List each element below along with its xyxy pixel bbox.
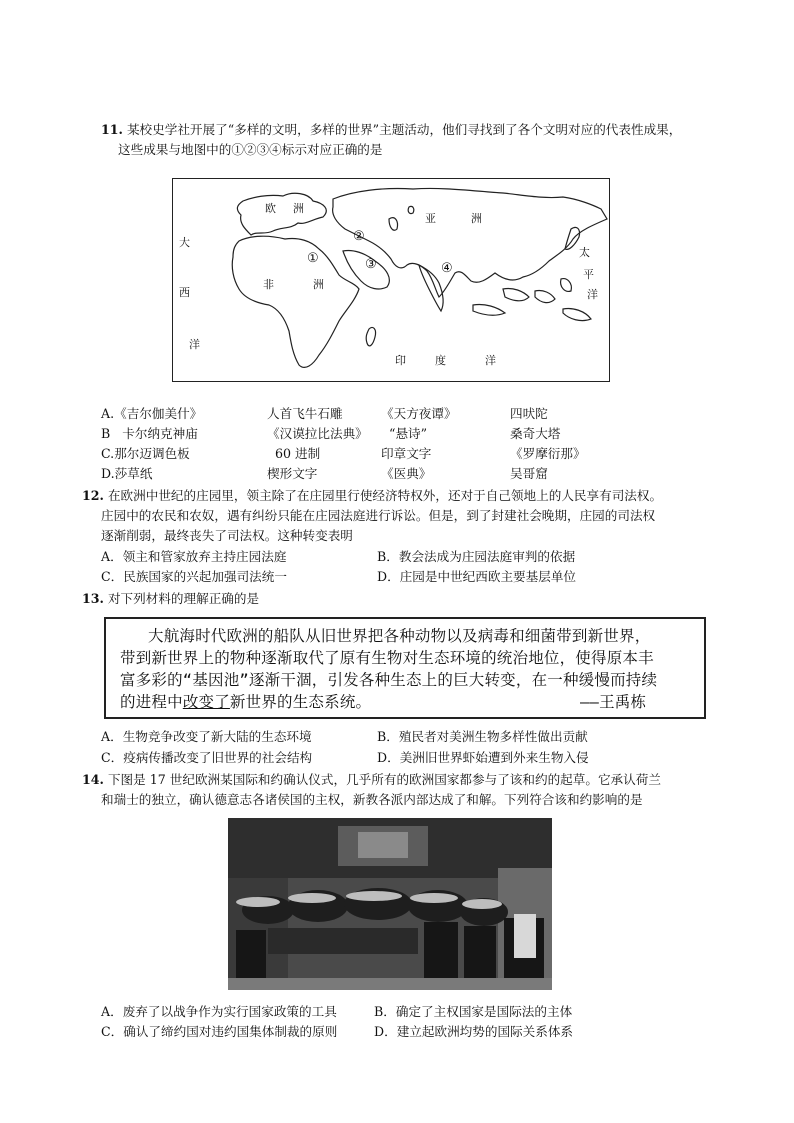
map-label-asia-1: 亚 bbox=[425, 212, 436, 225]
q13-stem: 对下列材料的理解正确的是 bbox=[107, 591, 260, 606]
map-label-indian-3: 洋 bbox=[485, 354, 496, 367]
map-label-asia-2: 洲 bbox=[471, 212, 482, 225]
q11-c-col4: 《罗摩衍那》 bbox=[510, 446, 586, 461]
q13-quote-line2: 带到新世界上的物种逐渐取代了原有生物对生态环境的统治地位，使得原本丰 bbox=[120, 649, 654, 667]
q13-number: 13. bbox=[82, 591, 104, 606]
q11-line2: 这些成果与地图中的①②③④标示对应正确的是 bbox=[118, 142, 383, 157]
q11-number: 11. bbox=[101, 122, 123, 137]
q14-line1 bbox=[82, 771, 661, 789]
q12-option-b[interactable]: B．教会法成为庄园法庭审判的依据 bbox=[377, 549, 576, 564]
map-label-atlantic-3: 洋 bbox=[189, 338, 200, 351]
q11-text-1: 某校史学社开展了“多样的文明，多样的世界”主题活动，他们寻找到了各个文明对应的代表性成果， bbox=[126, 122, 682, 137]
map-marker-2: ② bbox=[353, 229, 365, 244]
treaty-ceremony-painting bbox=[228, 818, 552, 990]
q13-line1 bbox=[82, 590, 259, 608]
world-map-outline bbox=[173, 179, 609, 381]
map-label-africa-1: 非 bbox=[263, 278, 274, 291]
map-label-europe-2: 洲 bbox=[293, 202, 304, 215]
q14-line2: 和瑞士的独立，确认德意志各诸侯国的主权，新教各派内部达成了和解。下列符合该和约影响的是 bbox=[101, 792, 643, 807]
q14-option-c[interactable]: C．确认了缔约国对违约国集体制裁的原则 bbox=[101, 1024, 338, 1039]
map-label-pacific-1: 太 bbox=[579, 246, 590, 259]
q11-a-col1: A.《吉尔伽美什》 bbox=[101, 406, 203, 421]
q11-b-col2: 《汉谟拉比法典》 bbox=[267, 426, 368, 441]
q11-option-c[interactable] bbox=[101, 445, 586, 463]
map-label-pacific-2: 平 bbox=[583, 268, 594, 281]
q13-option-c[interactable]: C．疫病传播改变了旧世界的社会结构 bbox=[101, 750, 313, 765]
q12-number: 12. bbox=[82, 488, 104, 503]
painting-image bbox=[228, 818, 552, 990]
map-marker-4: ④ bbox=[441, 261, 453, 276]
map-label-pacific-3: 洋 bbox=[587, 288, 598, 301]
q14-option-d[interactable]: D．建立起欧洲均势的国际关系体系 bbox=[374, 1024, 574, 1039]
q14-option-a[interactable]: A．废弃了以战争作为实行国家政策的工具 bbox=[101, 1004, 337, 1019]
map-label-europe-1: 欧 bbox=[265, 202, 276, 215]
q12-line3: 逐渐削弱，最终丧失了司法权。这种转变表明 bbox=[101, 528, 353, 543]
q11-b-col1: B 卡尔纳克神庙 bbox=[101, 426, 198, 441]
q13-quote-line4: 的进程中改变了新世界的生态系统。 bbox=[120, 693, 372, 711]
q14-text-1: 下图是 17 世纪欧洲某国际和约确认仪式，几乎所有的欧洲国家都参与了该和约的起草。它承认荷兰 bbox=[107, 772, 661, 787]
q11-option-b[interactable] bbox=[101, 425, 560, 443]
q11-b-col3: “悬诗” bbox=[389, 426, 428, 441]
q11-a-col4: 四吠陀 bbox=[510, 406, 548, 421]
map-label-indian-2: 度 bbox=[435, 354, 446, 367]
world-map bbox=[172, 178, 610, 382]
q12-text-1: 在欧洲中世纪的庄园里，领主除了在庄园里行使经济特权外，还对于自己领地上的人民享有司法权。 bbox=[107, 488, 663, 503]
q11-a-col2: 人首飞牛石雕 bbox=[267, 406, 343, 421]
q12-line2: 庄园中的农民和农奴，遇有纠纷只能在庄园法庭进行诉讼。但是，到了封建社会晚期，庄园的司法权 bbox=[101, 508, 656, 523]
q13-option-a[interactable]: A．生物竞争改变了新大陆的生态环境 bbox=[101, 729, 312, 744]
q13-quote-underlined: 改变了 bbox=[182, 693, 230, 711]
q12-line1 bbox=[82, 487, 662, 505]
q11-d-col1: D.莎草纸 bbox=[101, 466, 153, 481]
q13-quote-author: ——王禹栋 bbox=[580, 693, 647, 711]
map-label-africa-2: 洲 bbox=[313, 278, 324, 291]
q11-option-d[interactable] bbox=[101, 465, 548, 483]
q14-number: 14. bbox=[82, 772, 104, 787]
q11-d-col4: 吴哥窟 bbox=[510, 466, 548, 481]
q12-option-c[interactable]: C．民族国家的兴起加强司法统一 bbox=[101, 569, 287, 584]
q11-b-col4: 桑奇大塔 bbox=[510, 426, 561, 441]
q13-option-b[interactable]: B．殖民者对美洲生物多样性做出贡献 bbox=[377, 729, 588, 744]
map-label-indian-1: 印 bbox=[395, 354, 406, 367]
q13-quote-line3: 富多彩的“基因池”逐渐干涸，引发各种生态上的巨大转变，在一种缓慢而持续 bbox=[120, 671, 658, 689]
q11-option-a[interactable] bbox=[101, 405, 548, 423]
q13-quote-line1: 大航海时代欧洲的船队从旧世界把各种动物以及病毒和细菌带到新世界， bbox=[148, 627, 651, 645]
q11-line1 bbox=[101, 121, 681, 139]
q11-a-col3: 《天方夜谭》 bbox=[381, 406, 457, 421]
map-label-atlantic-1: 大 bbox=[179, 236, 190, 249]
q11-c-col3: 印章文字 bbox=[381, 446, 432, 461]
map-marker-3: ③ bbox=[365, 257, 377, 272]
q13-material-box bbox=[104, 617, 706, 719]
q14-option-b[interactable]: B．确定了主权国家是国际法的主体 bbox=[374, 1004, 573, 1019]
q11-d-col2: 楔形文字 bbox=[267, 466, 318, 481]
q11-d-col3: 《医典》 bbox=[381, 466, 432, 481]
q11-c-col1: C.那尔迈调色板 bbox=[101, 446, 190, 461]
q11-c-col2: 60 进制 bbox=[275, 446, 321, 461]
map-label-atlantic-2: 西 bbox=[179, 286, 190, 299]
q12-option-d[interactable]: D．庄园是中世纪西欧主要基层单位 bbox=[377, 569, 577, 584]
q12-option-a[interactable]: A．领主和管家放弃主持庄园法庭 bbox=[101, 549, 287, 564]
map-marker-1: ① bbox=[307, 251, 319, 266]
q13-option-d[interactable]: D．美洲旧世界虾始遭到外来生物入侵 bbox=[377, 750, 589, 765]
